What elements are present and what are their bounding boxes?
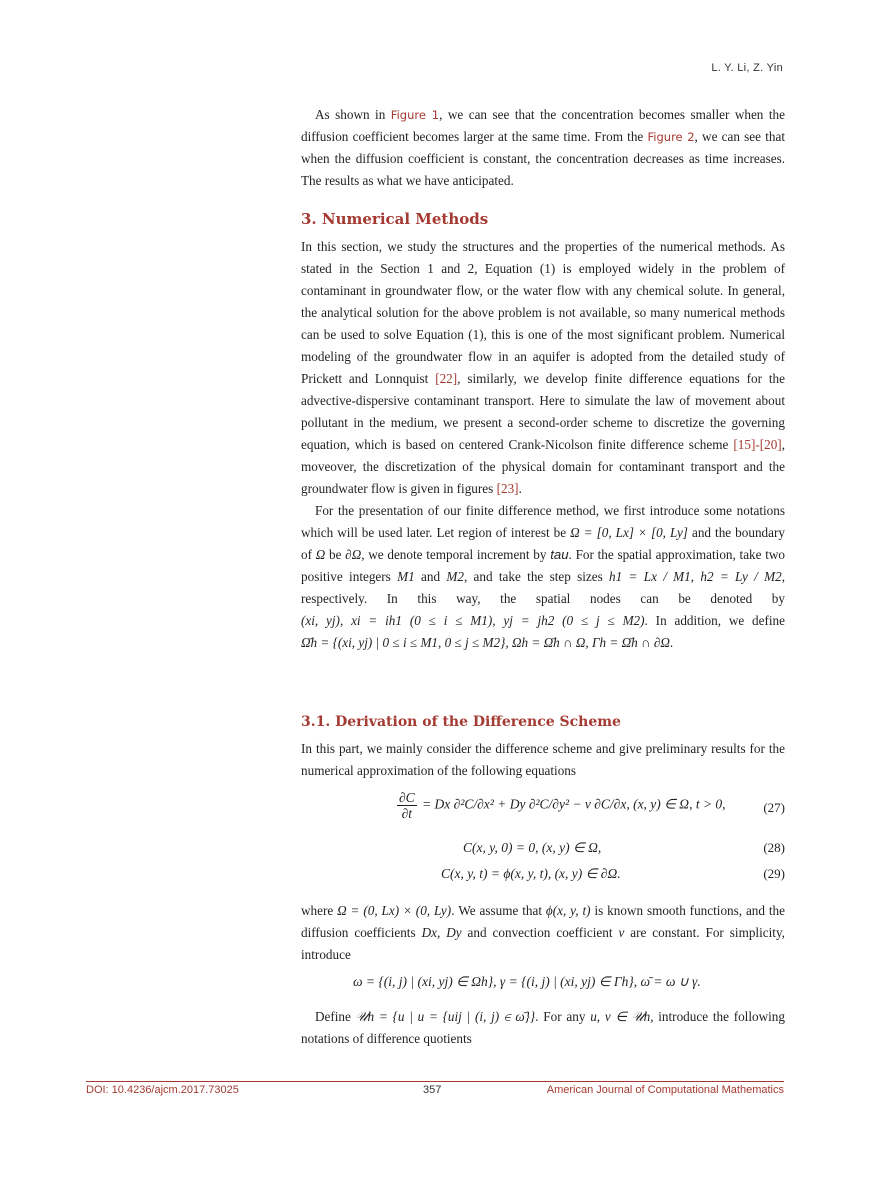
running-header: L. Y. Li, Z. Yin — [711, 62, 783, 74]
reference-15-20-link[interactable]: [15]-[20] — [733, 437, 782, 452]
equation-index-sets: ω = {(i, j) | (xi, yj) ∈ Ωh}, γ = {(i, j) | (xi, yj) ∈ Γh}, ω̄ = ω ∪ γ. — [353, 974, 701, 989]
equation-28: C(x, y, 0) = 0, (x, y) ∈ Ω, (28) — [463, 840, 785, 855]
doi-link[interactable]: DOI: 10.4236/ajcm.2017.73025 — [86, 1084, 239, 1096]
eq27-number: (27) — [763, 800, 785, 815]
section-3-heading: 3. Numerical Methods — [301, 210, 489, 228]
section-3-1 — [301, 714, 785, 1050]
intro-paragraph: As shown in Figure 1, we can see that the concentration becomes smaller when the diffusion coefficient becomes larger at the same time. From the Figure 2, we can see that when the diffusion coefficient is constant, the concentration decreases as time increases. The results as what we have anticipated. — [301, 107, 785, 188]
eq28-number: (28) — [763, 840, 785, 855]
section-3-paragraph-2: For the presentation of our finite difference method, we first introduce some notations which will be used later. Let region of interest be Ω = [0, Lx] × [0, Ly] and the boundary of Ω be ∂Ω, we denote temporal increment by tau. For the spatial approximation, take two positive integers M1 and M2, and take the step sizes h1 = Lx / M1, h2 = Ly / M2, respectively. In this way, the spatial nodes can be denoted by (xi, yj), xi = ih1 (0 ≤ i ≤ M1), yj = jh2 (0 ≤ j ≤ M2). In addition, we define Ω̄h = {(xi, yj) | 0 ≤ i ≤ M1, 0 ≤ j ≤ M2}, Ωh = Ω̄h ∩ Ω, Γh = Ω̄h ∩ ∂Ω. — [301, 503, 786, 650]
equation-27: $\frac{\partial C}{\partial t}$ = Dx ∂²C/∂x² + Dy ∂²C/∂y² − v ∂C/∂x, (x, y) ∈ Ω, t > 0, (27) — [399, 790, 785, 821]
reference-22-link[interactable]: [22] — [435, 371, 458, 386]
grid-sets-formula: Ω̄h = {(xi, yj) | 0 ≤ i ≤ M1, 0 ≤ j ≤ M2}, Ωh = Ω̄h ∩ Ω, Γh = Ω̄h ∩ ∂Ω — [301, 635, 670, 650]
section-3-paragraph-1: In this section, we study the structures and the properties of the numerical methods. As stated in the Section 1 and 2, Equation (1) is employed widely in the problem of contaminant in groundwater flow, or the water flow with any chemical solute. In general, the analytical solution for the above problem is not available, so many numerical methods can be used to solve Equation (1), this is one of the most significant problem. Numerical modeling of the groundwater flow in an aquifer is adopted from the detailed study of Prickett and Lonnquist [22], similarly, we develop finite difference equations for the advective-dispersive contaminant transport. Here to simulate the law of movement about pollutant in the medium, we present a second-order scheme to discretize the governing equation, which is based on centered Crank-Nicolson finite difference scheme [15]-[20], moveover, the discretization of the physical domain for contaminant transport and the groundwater flow is given in figures [23]. — [301, 239, 785, 496]
page-footer — [86, 1081, 784, 1102]
eq29-number: (29) — [763, 866, 785, 881]
equation-29: C(x, y, t) = ϕ(x, y, t), (x, y) ∈ ∂Ω. (29) — [441, 866, 785, 881]
journal-name: American Journal of Computational Mathematics — [546, 1084, 784, 1096]
figure-2-link[interactable]: Figure 2 — [647, 130, 695, 144]
section-3-1-paragraph-3: Define 𝒰h = {u | u = {uij | (i, j) ∈ ω̄}}. For any u, v ∈ 𝒰h, introduce the following notations of difference quotients — [301, 1009, 785, 1046]
omega-definition: Ω = [0, Lx] × [0, Ly] — [570, 525, 688, 540]
spatial-nodes-formula: (xi, yj), xi = ih1 (0 ≤ i ≤ M1), yj = jh2 (0 ≤ j ≤ M2) — [301, 613, 645, 628]
page-number: 357 — [423, 1084, 442, 1096]
section-3 — [301, 210, 785, 654]
intro-section — [301, 104, 785, 192]
figure-1-link[interactable]: Figure 1 — [390, 108, 440, 122]
section-3-1-paragraph-2: where Ω = (0, Lx) × (0, Ly). We assume that ϕ(x, y, t) is known smooth functions, and the diffusion coefficients Dx, Dy and convection coefficient v are constant. For simplicity, introduce — [301, 903, 786, 962]
reference-23-link[interactable]: [23] — [496, 481, 519, 496]
section-3-1-heading: 3.1. Derivation of the Difference Scheme — [301, 714, 621, 730]
section-3-1-paragraph-1: In this part, we mainly consider the difference scheme and give preliminary results for the numerical approximation of the following equations — [301, 741, 785, 778]
eq27-lhs-fraction: $\frac{\partial C}{\partial t}$ — [399, 790, 415, 821]
